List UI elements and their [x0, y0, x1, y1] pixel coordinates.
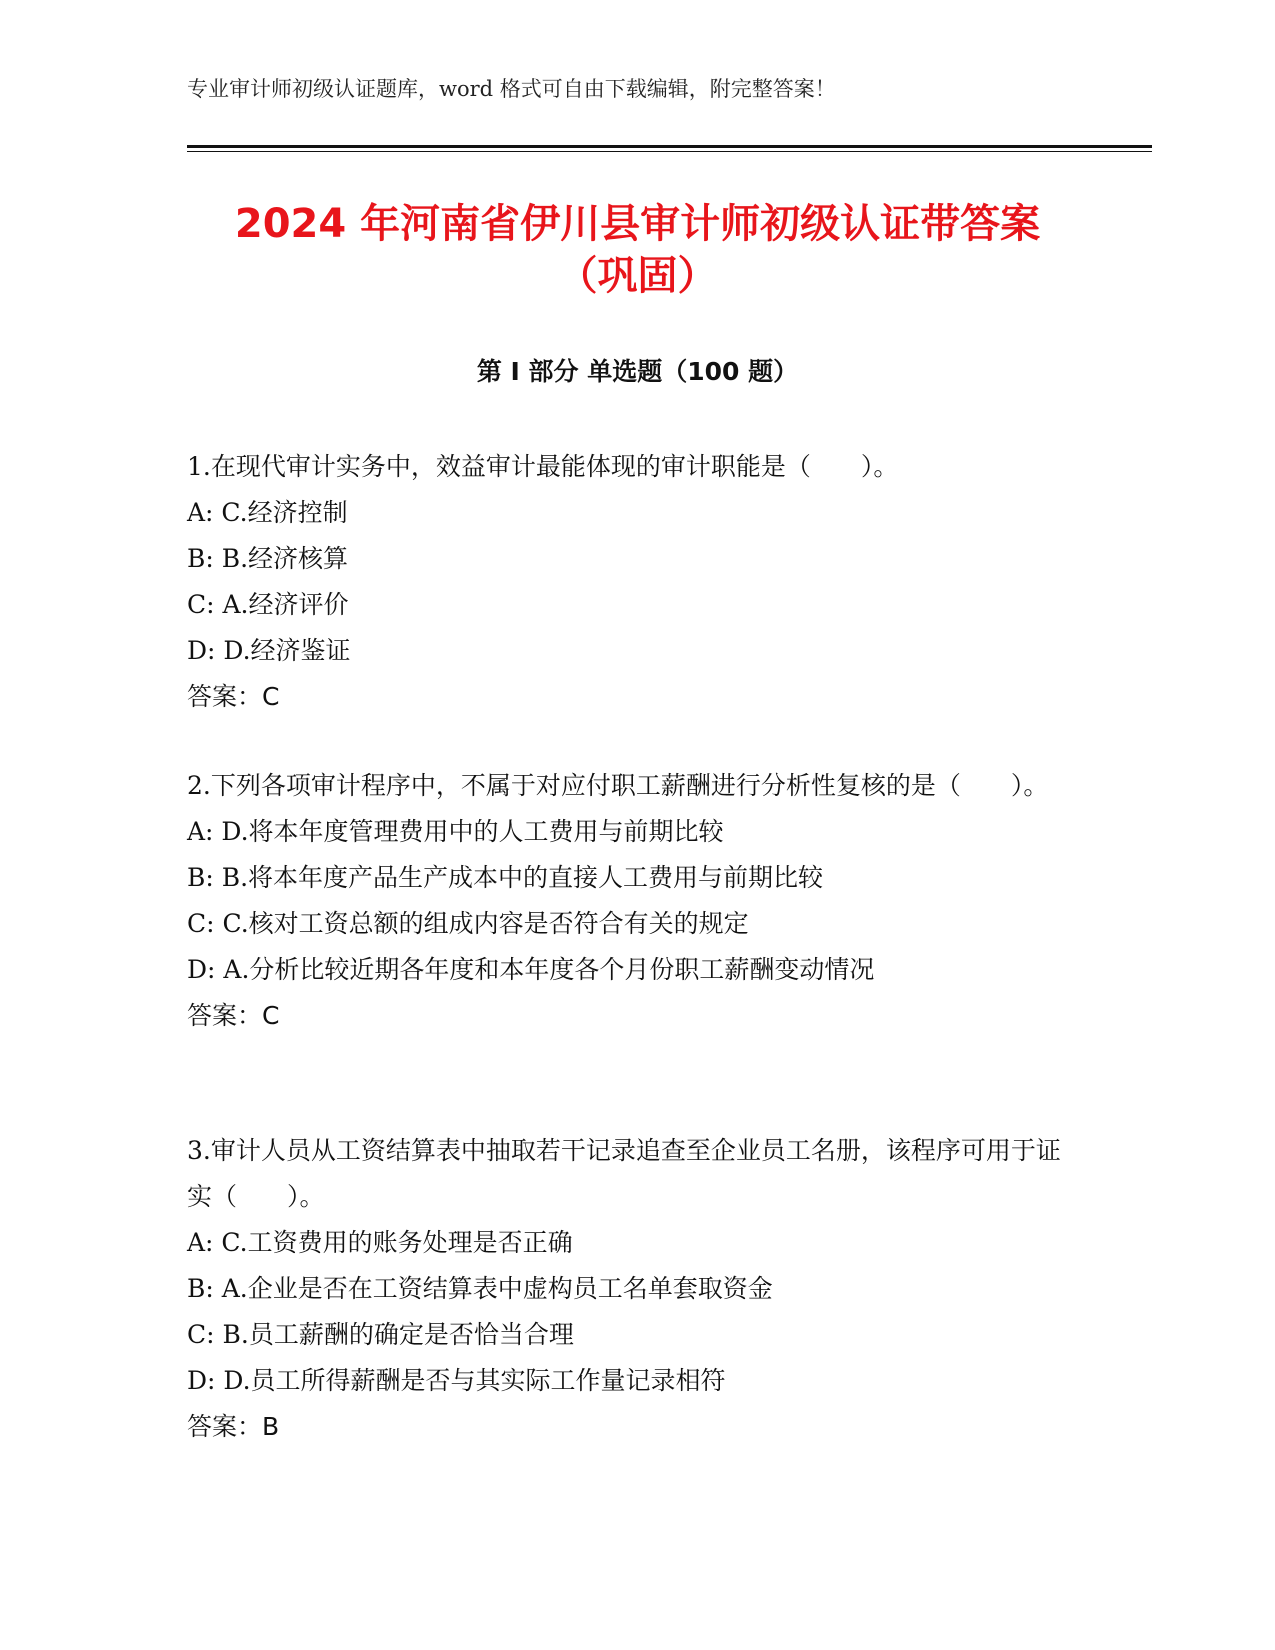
document-title	[120, 198, 1155, 302]
option-b: B: B.将本年度产品生产成本中的直接人工费用与前期比较	[187, 863, 824, 892]
option-d: D: D.经济鉴证	[187, 636, 351, 665]
option-b: B: B.经济核算	[187, 544, 349, 573]
question-text: 2.下列各项审计程序中，不属于对应付职工薪酬进行分析性复核的是（ ）。	[187, 771, 1049, 800]
document-title-line-1: 2024 年河南省伊川县审计师初级认证带答案	[234, 201, 1041, 247]
option-c: C: C.核对工资总额的组成内容是否符合有关的规定	[187, 909, 749, 938]
question-block	[187, 763, 1077, 1039]
answer-line: 答案：B	[187, 1412, 280, 1441]
header-divider-thick	[187, 145, 1152, 148]
option-d: D: A.分析比较近期各年度和本年度各个月份职工薪酬变动情况	[187, 955, 875, 984]
question-text: 1.在现代审计实务中，效益审计最能体现的审计职能是（ ）。	[187, 452, 899, 481]
answer-line: 答案：C	[187, 682, 280, 711]
answer-line: 答案：C	[187, 1001, 280, 1030]
question-text: 3.审计人员从工资结算表中抽取若干记录追查至企业员工名册，该程序可用于证实（ ）。	[187, 1136, 1061, 1211]
option-d: D: D.员工所得薪酬是否与其实际工作量记录相符	[187, 1366, 726, 1395]
question-block	[187, 1128, 1077, 1450]
question-block	[187, 444, 1077, 720]
option-c: C: B.员工薪酬的确定是否恰当合理	[187, 1320, 574, 1349]
option-a: A: D.将本年度管理费用中的人工费用与前期比较	[187, 817, 724, 846]
section-title: 第 I 部分 单选题（100 题）	[476, 357, 799, 386]
option-b: B: A.企业是否在工资结算表中虚构员工名单套取资金	[187, 1274, 773, 1303]
option-c: C: A.经济评价	[187, 590, 349, 619]
document-title-line-2: （巩固）	[557, 253, 718, 299]
header-divider-thin	[187, 151, 1152, 152]
option-a: A: C.经济控制	[187, 498, 348, 527]
option-a: A: C.工资费用的账务处理是否正确	[187, 1228, 573, 1257]
header-note: 专业审计师初级认证题库，word 格式可自由下载编辑，附完整答案！	[187, 77, 836, 101]
